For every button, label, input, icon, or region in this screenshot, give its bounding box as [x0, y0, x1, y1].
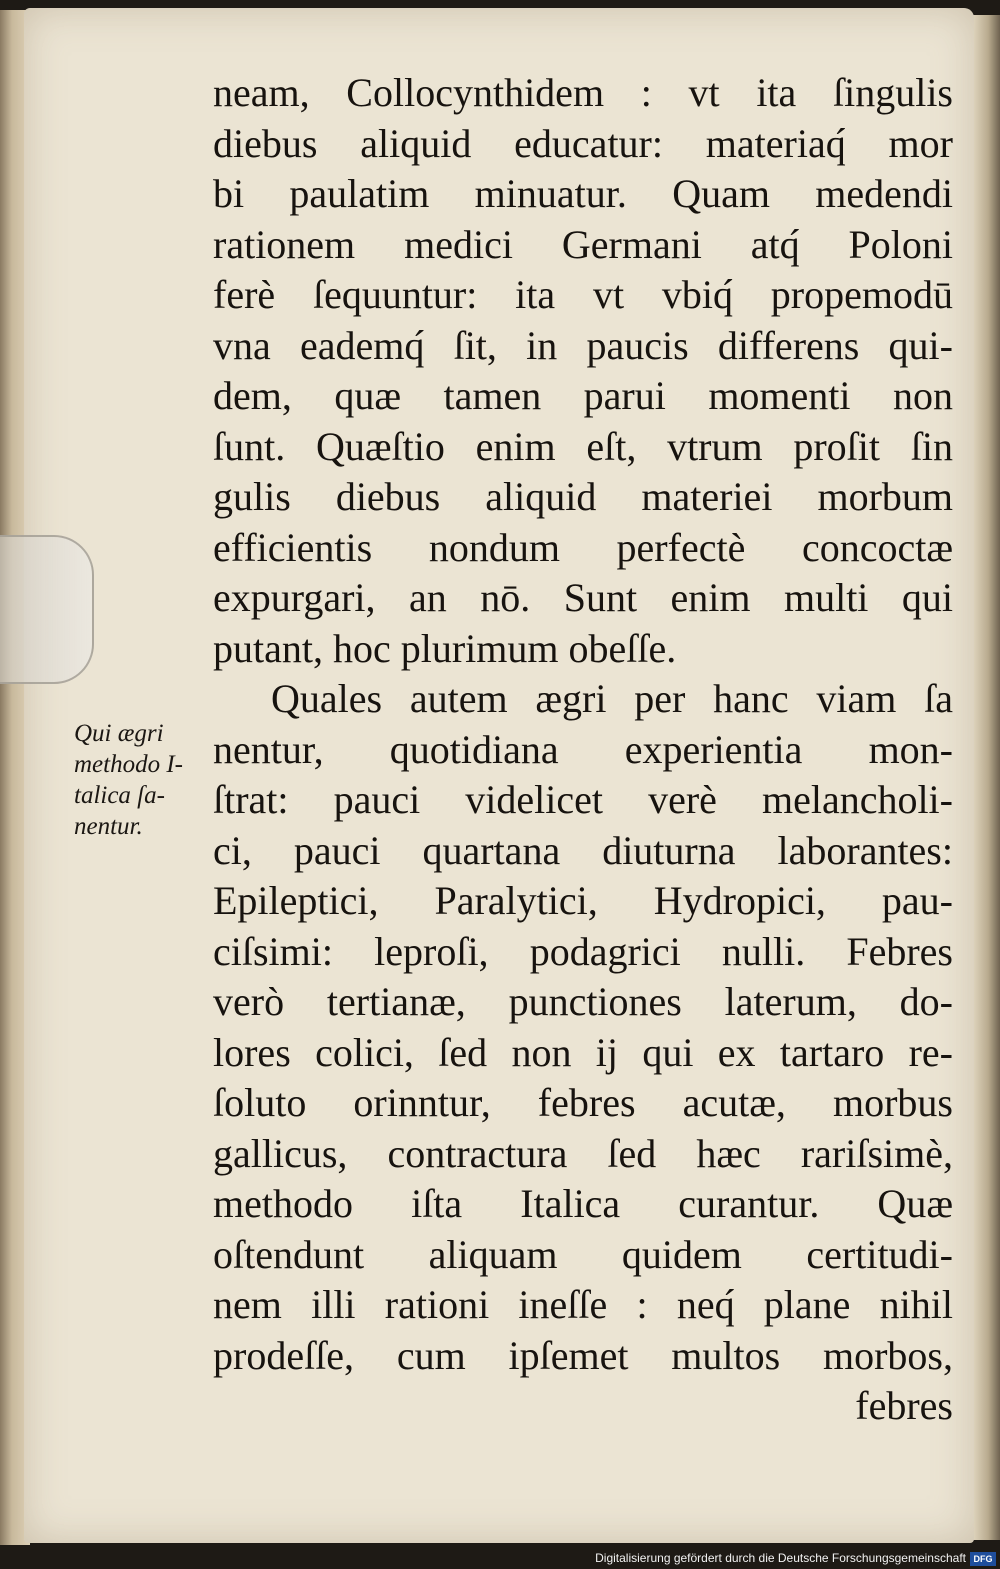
text-line: ſtrat: pauci videlicet verè melancholi-: [213, 777, 953, 822]
text-line: ci, pauci quartana diuturna laborantes:: [213, 827, 953, 873]
text-line: Quales autem ægri per hanc viam ſa: [271, 676, 953, 721]
marginal-note-line: Qui ægri: [74, 720, 164, 747]
text-line: ciſsimi: leproſi, podagrici nulli. Febres: [213, 928, 953, 974]
text-line: vna eademq́ ſit, in paucis differens qui-: [213, 322, 953, 368]
digitization-credit: Digitalisierung gefördert durch die Deutsche Forschungsgemeinschaft: [595, 1551, 966, 1565]
text-line: lores colici, ſed non ij qui ex tartaro re-: [213, 1029, 953, 1075]
catchword: febres: [855, 1383, 953, 1428]
text-line: neam, Collocynthidem : vt ita ſingulis: [213, 70, 953, 115]
text-line: gallicus, contractura ſed hæc rariſsimè,: [213, 1130, 953, 1176]
text-line: ſoluto orinntur, febres acutæ, morbus: [213, 1080, 953, 1125]
text-line: efficientis nondum perfectè concoctæ: [213, 524, 953, 570]
dfg-logo: DFG: [970, 1552, 996, 1566]
text-line: nentur, quotidiana experientia mon-: [213, 726, 953, 772]
marginal-note: [74, 718, 209, 842]
text-line: rationem medici Germani atq́ Poloni: [213, 221, 953, 267]
text-line: putant, hoc plurimum obeſſe.: [213, 625, 677, 671]
text-line: bi paulatim minuatur. Quam medendi: [213, 171, 953, 216]
text-line: diebus aliquid educatur: materiaq́ mor: [213, 120, 953, 166]
text-line: Epileptici, Paralytici, Hydropici, pau-: [213, 878, 953, 923]
marginal-note-line: talica ſa-: [74, 782, 165, 809]
body-text: [213, 68, 953, 1432]
text-line: nem illi rationi ineſſe : neq́ plane nihil: [213, 1282, 953, 1327]
text-line: oſtendunt aliquam quidem certitudi-: [213, 1231, 953, 1277]
marginal-note-line: nentur.: [74, 813, 143, 840]
text-line: methodo iſta Italica curantur. Quæ: [213, 1181, 953, 1226]
text-line: dem, quæ tamen parui momenti non: [213, 373, 953, 418]
right-page-edge: [970, 15, 1000, 1540]
text-line: verò tertianæ, punctiones laterum, do-: [213, 979, 953, 1024]
page-clip: [0, 535, 94, 684]
text-line: prodeſſe, cum ipſemet multos morbos,: [213, 1332, 953, 1378]
text-line: expurgari, an nō. Sunt enim multi qui: [213, 575, 953, 620]
text-line: gulis diebus aliquid materiei morbum: [213, 474, 953, 519]
text-line: ſunt. Quæſtio enim eſt, vtrum proſit ſin: [213, 423, 953, 469]
text-line: ferè ſequuntur: ita vt vbiq́ propemodū: [213, 272, 953, 317]
marginal-note-line: methodo I-: [74, 751, 183, 778]
